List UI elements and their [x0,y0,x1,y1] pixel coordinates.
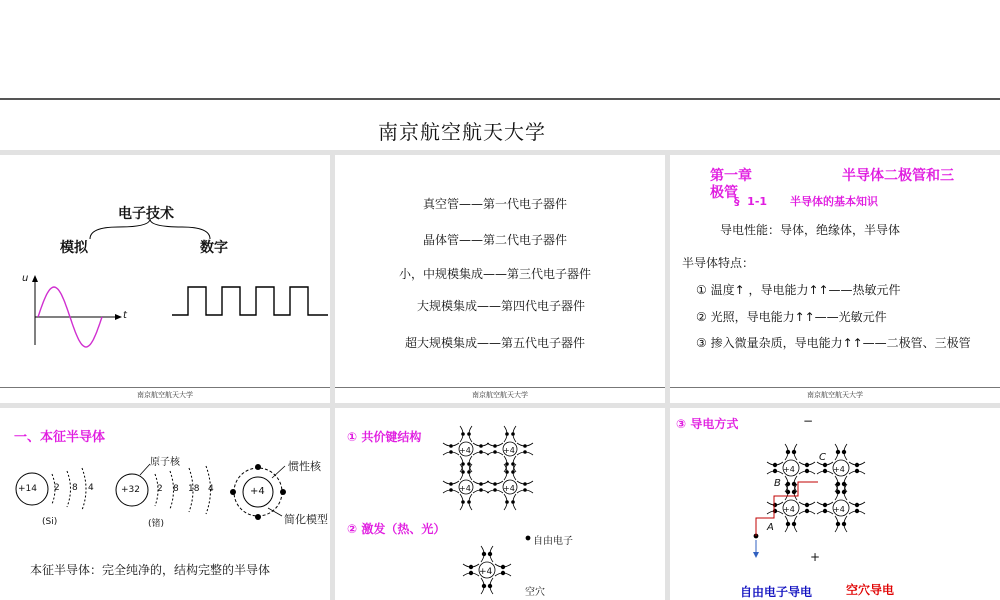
generation-line-2: 晶体管——第二代电子器件 [423,233,568,247]
slide-grid [0,150,1000,600]
excited-core-label: +4 [479,567,493,577]
lattice-core-label: +4 [459,484,471,493]
chapter-title-cont: 极管 [710,185,738,201]
point-c-label: C [819,452,826,463]
lattice-core-label: +4 [783,465,795,474]
si-core-label: +14 [18,484,37,494]
si-shell-2: 8 [72,483,78,493]
generation-line-3: 小，中规模集成——第三代电子器件 [399,267,592,281]
definition-text: 本征半导体：完全纯净的，结构完整的半导体 [30,563,271,577]
plus-sign: + [810,550,821,564]
label-digital: 数字 [200,240,228,256]
slide-chapter-one[interactable] [670,155,1000,403]
axis-u-label: u [22,273,29,284]
section-heading: § 1-1 半导体的基本知识 [734,195,879,208]
electron-conduction-label: 自由电子导电 [740,585,813,599]
generation-line-1: 真空管——第一代电子器件 [423,197,568,211]
lattice-core-label: +4 [783,505,795,514]
ge-label: (锗) [148,519,165,529]
lattice-core-label: +4 [833,465,845,474]
covalent-lattice-graphic [335,408,665,600]
feature-item-3: ③ 掺入微量杂质，导电能力↑↑——二极管、三极管 [696,336,971,350]
section-title: 一、本征半导体 [14,430,106,445]
page-title: 南京航空航天大学 [378,120,546,144]
chapter-title: 半导体二极管和三 [842,168,954,184]
slide-footer: 南京航空航天大学 [0,387,330,403]
free-electron-dot [526,536,530,540]
hole-label: 空穴 [525,587,545,598]
ge-shell-1: 2 [157,484,163,494]
lattice-core-label: +4 [503,446,515,455]
chapter-label: 第一章 [710,168,752,184]
slide-covalent-bond[interactable] [335,408,665,600]
conduction-title: ③ 导电方式 [676,417,739,431]
excitation-title: ② 激发（热、光） [347,522,446,536]
si-shell-3: 4 [88,483,94,493]
point-b-label: B [774,478,781,489]
ge-shell-4: 4 [208,484,214,494]
heading-electronics: 电子技术 [118,206,174,222]
lattice-core-label: +4 [833,505,845,514]
free-electron-label: 自由电子 [533,536,573,547]
hole-conduction-label: 空穴导电 [846,583,895,597]
simplified-core: +4 [250,486,265,497]
point-a-label: A [767,522,774,533]
features-title: 半导体特点： [682,256,755,270]
label-analog: 模拟 [60,240,88,256]
slide-footer: 南京航空航天大学 [335,387,665,403]
conduction-lattice-graphic [670,408,1000,600]
slide-conduction-mode[interactable] [670,408,1000,600]
slide-footer: 南京航空航天大学 [670,387,1000,403]
lattice-core-label: +4 [459,446,471,455]
feature-item-2: ② 光照，导电能力↑↑——光敏元件 [696,310,887,324]
conductivity-text: 导电性能：导体，绝缘体，半导体 [720,223,901,237]
ge-shell-3: 18 [188,484,200,494]
covalent-title: ① 共价键结构 [347,430,422,444]
top-divider [0,98,1000,100]
slide-device-generations[interactable] [335,155,665,403]
si-label: (Si) [42,517,58,527]
slide-electronics-overview[interactable] [0,155,330,403]
ge-core-label: +32 [121,485,140,495]
simplified-model-label: 简化模型 [284,513,328,526]
minus-sign: − [803,414,814,428]
lattice-core-label: +4 [503,484,515,493]
axis-t-label: t [123,310,127,321]
slide-intrinsic-semiconductor[interactable] [0,408,330,600]
feature-item-1: ① 温度↑ ，导电能力↑↑——热敏元件 [696,283,901,297]
inertial-core-label: 惯性核 [288,460,321,473]
nucleus-label: 原子核 [150,457,180,468]
digital-square-wave [0,155,330,375]
ge-shell-2: 8 [173,484,179,494]
generation-line-4: 大规模集成——第四代电子器件 [417,299,586,313]
generation-line-5: 超大规模集成——第五代电子器件 [405,336,586,350]
si-shell-1: 2 [54,483,60,493]
